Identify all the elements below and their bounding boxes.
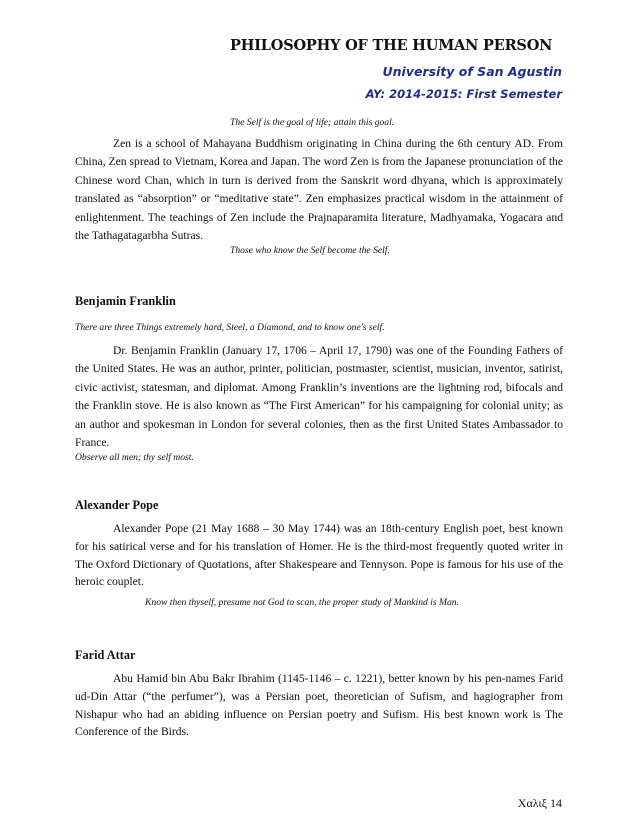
attar-paragraph: Abu Hamid bin Abu Bakr Ibrahim (1145-1146 – c. 1221), better known by his pen-names Farid ud-Din Attar (“the perfumer”), was a Persian poet, theoretician of Sufism, and hagiographer from Nishapur who had an abiding influence on Persian poetry and Sufism. His best known work is The Conference of the Birds. — [75, 672, 563, 739]
attar-heading: Farid Attar — [75, 648, 136, 662]
academic-year: AY: 2014-2015: First Semester — [365, 87, 562, 101]
pope-heading: Alexander Pope — [75, 498, 159, 512]
franklin-quote-bottom: Observe all men; thy self most. — [75, 452, 194, 463]
document-title: PHILOSOPHY OF THE HUMAN PERSON — [230, 37, 553, 54]
zen-paragraph: Zen is a school of Mahayana Buddhism originating in China during the 6th century AD. From China, Zen spread to Vietnam, Korea and Japan. The word Zen is from the Japanese pronunciation of the Chinese word Chan, which in turn is derived from the Sanskrit word dhyana, which is approximately translated as “absorption” or “meditative state”. Zen emphasizes practical wisdom in the attainment of enlightenment. The teachings of Zen include the Prajnaparamita literature, Madhyamaka, Yogacara and the Tathagatagarbha Sutras. — [75, 137, 563, 243]
pope-paragraph: Alexander Pope (21 May 1688 – 30 May 1744) was an 18th-century English poet, best known for his satirical verse and for his translation of Homer. He is the third-most frequently quoted writer in The Oxford Dictionary of Quotations, after Shakespeare and Tennyson. Pope is famous for his use of the heroic couplet. — [75, 522, 563, 589]
franklin-heading: Benjamin Franklin — [75, 294, 176, 308]
franklin-quote-top: There are three Things extremely hard, Steel, a Diamond, and to know one's self. — [75, 322, 385, 333]
university-name: University of San Agustin — [382, 64, 562, 79]
franklin-paragraph: Dr. Benjamin Franklin (January 17, 1706 – April 17, 1790) was one of the Founding Fathers of the United States. He was an author, printer, politician, postmaster, scientist, musician, inventor, satirist, civic activist, statesman, and diplomat. Among Franklin’s inventions are the lightning rod, bifocals and the Franklin stove. He is also known as “The First American” for his campaigning for colonial unity; as an author and spokesman in London for several colonies, then as the first United States Ambassador to France. — [75, 344, 563, 450]
page-footer: Χαλιξ 14 — [517, 796, 562, 810]
pope-quote: Know then thyself, presume not God to scan, the proper study of Mankind is Man. — [145, 597, 459, 608]
zen-quote-top: The Self is the goal of life; attain this goal. — [230, 117, 395, 128]
zen-quote-bottom: Those who know the Self become the Self. — [230, 245, 390, 256]
